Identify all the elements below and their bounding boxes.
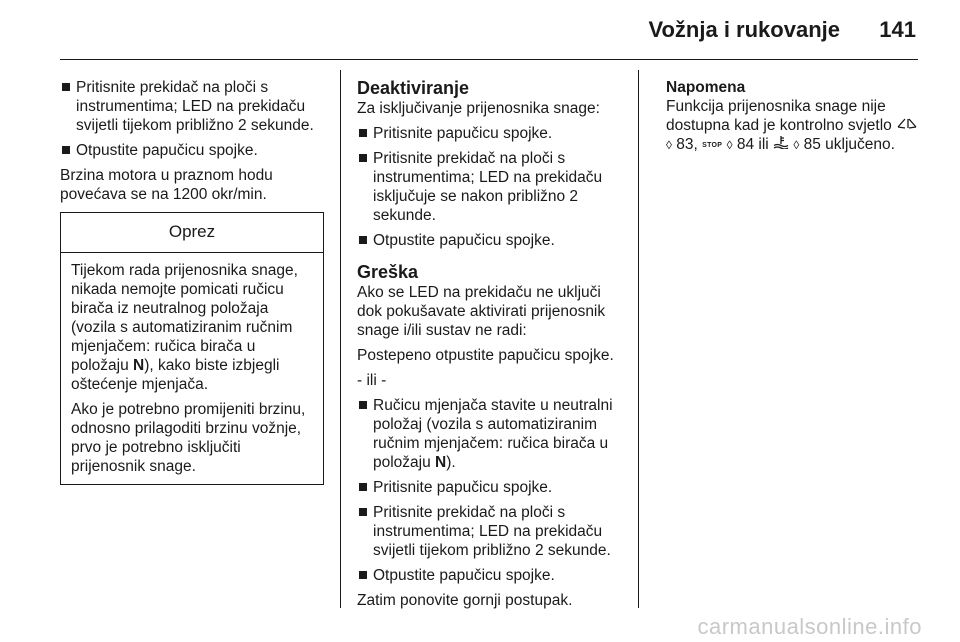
page-title: Vožnja i rukovanje — [648, 17, 840, 42]
paragraph: Zatim ponovite gornji postupak. — [357, 592, 573, 609]
caution-body — [61, 253, 323, 484]
or-separator: - ili - — [357, 372, 387, 389]
reference-arrow-icon: ◊ — [793, 138, 800, 152]
list-item: Pritisnite prekidač na ploči s instrumentima; LED na prekidaču svijetli tijekom približno 2 sekunde. — [357, 503, 627, 560]
section-heading: Deaktiviranje — [357, 78, 470, 98]
page-reference: 85 uključeno. — [803, 136, 895, 153]
list-item — [357, 396, 627, 472]
text-span: Funkcija prijenosnika snage nije dostupna kad je kontrolno svjetlo — [666, 98, 892, 134]
caution-box — [60, 212, 324, 485]
caution-paragraph: Ako je potrebno promijeniti brzinu, odnosno prilagoditi brzinu vožnje, prvo je potrebno isključiti prijenosnik snage. — [71, 401, 306, 475]
list-item: Otpustite papučicu spojke. — [357, 566, 627, 585]
column-divider — [340, 70, 341, 608]
reference-arrow-icon: ◊ — [666, 138, 672, 152]
column-2 — [357, 78, 627, 616]
note-text — [666, 97, 928, 155]
list-item: Pritisnite prekidač na ploči s instrumentima; LED na prekidaču isključuje se nakon približno 2 sekunde. — [357, 149, 627, 225]
stop-icon: STOP — [702, 142, 723, 149]
column-3 — [666, 78, 928, 155]
column-1 — [60, 78, 324, 485]
bold-text: N — [133, 357, 145, 374]
paragraph: Ako se LED na prekidaču ne uključi dok pokušavate aktivirati prijenosnik snage i/ili sustav ne radi: — [357, 284, 606, 339]
caution-title: Oprez — [61, 213, 323, 253]
paragraph: Postepeno otpustite papučicu spojke. — [357, 347, 614, 364]
column-divider — [638, 70, 639, 608]
bullet-list — [60, 78, 324, 160]
caution-paragraph — [71, 261, 313, 394]
reference-arrow-icon: ◊ — [726, 138, 733, 152]
list-item: Pritisnite papučicu spojke. — [357, 478, 627, 497]
list-item: Otpustite papučicu spojke. — [357, 231, 627, 250]
coolant-icon — [773, 135, 789, 154]
page-reference: 84 ili — [736, 136, 769, 153]
paragraph: Za isključivanje prijenosnika snage: — [357, 100, 600, 117]
page-number: 141 — [879, 17, 916, 42]
text-span: Tijekom rada prijenosnika snage, nikada nemojte pomicati ručicu birača iz neutralnog položaja (vozila s automatiziranim ručnim mjenjačem: ručica birača u položaju — [71, 262, 298, 374]
list-item: Pritisnite prekidač na ploči s instrumentima; LED na prekidaču svijetli tijekom približno 2 sekunde. — [60, 78, 324, 135]
watermark: carmanualsonline.info — [697, 614, 922, 639]
page-reference: 83, — [676, 136, 698, 153]
bullet-list — [357, 396, 627, 585]
bold-text: N — [435, 454, 447, 471]
text-span: ). — [446, 454, 456, 471]
text-span: Ručicu mjenjača stavite u neutralni položaj (vozila s automatiziranim ručnim mjenjačem: ručica birača u položaju — [373, 397, 613, 471]
header-rule — [60, 59, 918, 60]
engine-lamp-icon — [896, 116, 918, 135]
list-item: Otpustite papučicu spojke. — [60, 141, 324, 160]
text-span: ), kako biste izbjegli oštećenje mjenjača. — [71, 357, 280, 393]
paragraph: Brzina motora u praznom hodu povećava se na 1200 okr/min. — [60, 167, 273, 203]
bullet-list — [357, 124, 627, 250]
page-header — [0, 0, 960, 60]
note-title: Napomena — [666, 79, 746, 96]
list-item: Pritisnite papučicu spojke. — [357, 124, 627, 143]
section-heading: Greška — [357, 262, 419, 282]
